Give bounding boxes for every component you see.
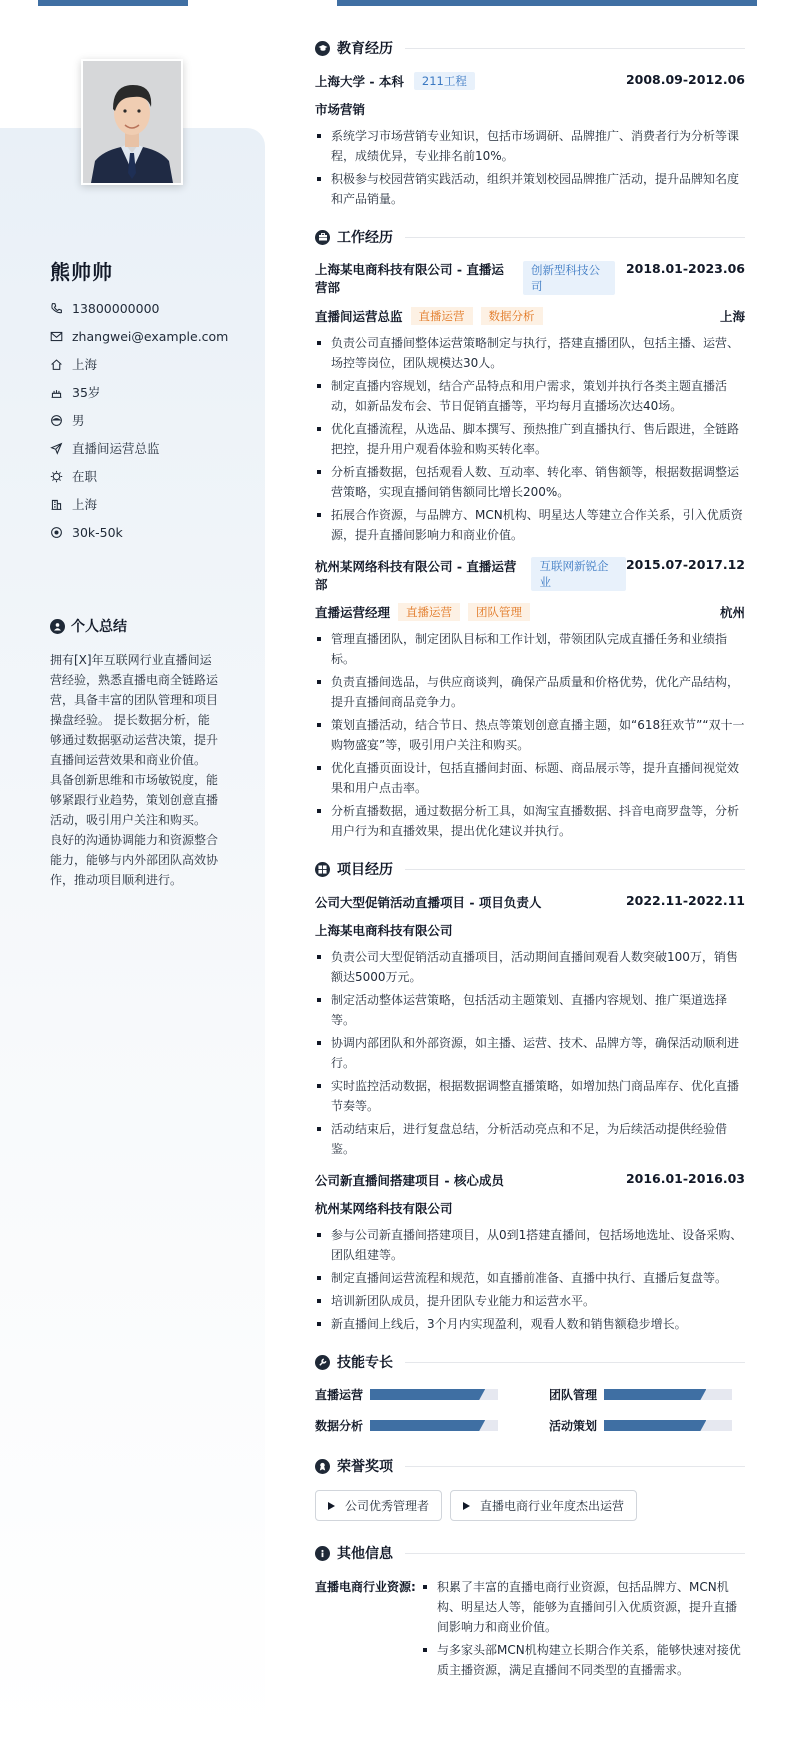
info-target-position: 直播间运营总监 [50,434,250,462]
list-item: 优化直播流程，从选品、脚本撰写、预热推广到直播执行、售后跟进，全链路把控，提升用户观看体验和购买转化率。 [315,419,745,459]
building-icon [50,498,63,511]
company-name: 杭州某网络科技有限公司 - 直播运营部 [315,559,517,592]
avatar [81,59,183,185]
avatar-photo [83,61,181,183]
project-date: 2022.11-2022.11 [625,893,745,908]
skill-bar-fill [604,1420,706,1431]
send-icon [50,442,63,455]
job-location: 杭州 [719,605,745,620]
gender-icon [50,414,63,427]
company-tag: 创新型科技公司 [523,261,615,295]
list-item: 活动结束后，进行复盘总结，分析活动亮点和不足，为后续活动提供经验借鉴。 [315,1119,745,1159]
job-date: 2015.07-2017.12 [625,557,745,572]
role-tag: 直播运营 [398,603,460,621]
list-item: 与多家头部MCN机构建立长期合作关系，能够快速对接优质主播资源，满足直播间不同类型的直播需求。 [421,1640,743,1680]
job-entry [315,557,745,841]
major: 市场营销 [315,102,366,117]
education-date: 2008.09-2012.06 [625,72,745,87]
info-target-city: 上海 [50,490,250,518]
mail-icon [50,330,63,343]
list-item: 协调内部团队和外部资源，如主播、运营、技术、品牌方等，确保活动顺利进行。 [315,1033,745,1073]
job-bullets [315,629,745,841]
contact-info-list [50,294,250,546]
skill-item: 直播运营 [315,1386,511,1403]
info-gender: 男 [50,406,250,434]
skill-bar-fill [370,1420,485,1431]
skill-item: 团队管理 [549,1386,745,1403]
project-name: 公司新直播间搭建项目 - 核心成员 [315,1173,504,1188]
skills-section-title: 技能专长 [315,1352,745,1372]
project-entry [315,893,745,1159]
list-item: 新直播间上线后，3个月内实现盈利，观看人数和销售额稳步增长。 [315,1314,745,1334]
profile-name: 熊帅帅 [50,260,113,284]
job-entry [315,261,745,545]
info-email: zhangwei@example.com [50,322,250,350]
briefcase-icon [315,230,330,245]
job-role-row [315,307,745,325]
school-tag: 211工程 [414,72,475,90]
info-salary: 30k-50k [50,518,250,546]
home-icon [50,358,63,371]
list-item: 管理直播团队，制定团队目标和工作计划，带领团队完成直播任务和业绩指标。 [315,629,745,669]
other-section-title: 其他信息 [315,1543,745,1563]
list-item: 参与公司新直播间搭建项目，从0到1搭建直播间，包括场地选址、设备采购、团队组建等。 [315,1225,745,1265]
project-entry [315,1171,745,1334]
list-item: 积累了丰富的直播电商行业资源，包括品牌方、MCN机构、明星达人等，能够为直播间引入优质资源，提升直播间影响力和商业价值。 [421,1577,743,1637]
honor-item: 直播电商行业年度杰出运营 [450,1490,637,1521]
work-section-title: 工作经历 [315,227,745,247]
summary-section-title: 个人总结 [50,616,127,636]
list-item: 制定直播内容规划，结合产品特点和用户需求，策划并执行各类主题直播活动，如新品发布会、节日促销直播等，平均每月直播场次达40场。 [315,376,745,416]
project-header [315,893,745,911]
job-header [315,261,745,297]
list-item: 制定活动整体运营策略，包括活动主题策划、直播内容规划、推广渠道选择等。 [315,990,745,1030]
education-entry-header [315,72,745,90]
job-date: 2018.01-2023.06 [625,261,745,276]
list-item: 拓展合作资源，与品牌方、MCN机构、明星达人等建立合作关系，引入优质资源，提升直播间影响力和商业价值。 [315,505,745,545]
role-tag: 团队管理 [468,603,530,621]
other-info-bullets [421,1577,743,1683]
status-icon [50,470,63,483]
other-info-row [315,1577,745,1683]
list-item: 负责公司大型促销活动直播项目，活动期间直播间观看人数突破100万，销售额达5000万元。 [315,947,745,987]
list-item: 积极参与校园营销实践活动，组织并策划校园品牌推广活动，提升品牌知名度和产品销量。 [315,169,745,209]
list-item: 实时监控活动数据，根据数据调整直播策略，如增加热门商品库存、优化直播节奏等。 [315,1076,745,1116]
project-date: 2016.01-2016.03 [625,1171,745,1186]
other-info-key: 直播电商行业资源: [315,1580,416,1594]
list-item: 培训新团队成员，提升团队专业能力和运营水平。 [315,1291,745,1311]
project-company: 杭州某网络科技有限公司 [315,1201,453,1216]
job-role-row [315,603,745,621]
skill-bar [370,1420,498,1431]
list-item: 分析直播数据，通过数据分析工具，如淘宝直播数据、抖音电商罗盘等，分析用户行为和直播效果，提出优化建议并执行。 [315,801,745,841]
project-bullets [315,1225,745,1334]
list-item: 策划直播活动，结合节日、热点等策划创意直播主题，如“618狂欢节”“双十一购物盛宴”等，吸引用户关注和购买。 [315,715,745,755]
summary-text: 拥有[X]年互联网行业直播间运营经验，熟悉直播电商全链路运营，具备丰富的团队管理和项目操盘经验。 提长数据分析，能够通过数据驱动运营决策，提升直播间运营效果和商业价值。 具备创新思维和市场敏锐度，能够紧跟行业趋势，策划创意直播活动，吸引用户关注和购买。 良好的沟通协调能力和资源整合能力，能够与内外部团队高效协作，推动项目顺利进行。 [50,653,219,887]
company-tag: 互联网新锐企业 [531,557,625,591]
info-age: 35岁 [50,378,250,406]
honors-section-title: 荣誉奖项 [315,1456,745,1476]
project-company: 上海某电商科技有限公司 [315,923,453,938]
project-header [315,1171,745,1189]
top-accent-bar-right [337,0,757,6]
role-tag: 直播运营 [411,307,473,325]
coin-icon [50,526,63,539]
list-item: 负责直播间选品，与供应商谈判，确保产品质量和价格优势，优化产品结构，提升直播间商品竞争力。 [315,672,745,712]
company-name: 上海某电商科技有限公司 - 直播运营部 [315,262,504,295]
info-phone: 13800000000 [50,294,250,322]
wrench-icon [315,1355,330,1370]
play-icon [463,1502,470,1510]
skills-grid [315,1386,745,1434]
phone-icon [50,302,63,315]
cake-icon [50,386,63,399]
honors-list [315,1490,745,1521]
info-city: 上海 [50,350,250,378]
job-location: 上海 [719,309,745,324]
skill-item: 活动策划 [549,1417,745,1434]
skill-bar [604,1389,732,1400]
play-icon [328,1502,335,1510]
award-icon [315,1459,330,1474]
job-role: 直播运营经理 [315,605,391,620]
list-item: 制定直播间运营流程和规范，如直播前准备、直播中执行、直播后复盘等。 [315,1268,745,1288]
skill-bar [604,1420,732,1431]
top-accent-bar-left [38,0,188,6]
honor-item: 公司优秀管理者 [315,1490,442,1521]
skill-bar [370,1389,498,1400]
job-bullets [315,333,745,545]
grid-icon [315,862,330,877]
school-name: 上海大学 - 本科 [315,74,404,89]
projects-section-title: 项目经历 [315,859,745,879]
user-icon [50,619,65,634]
job-header [315,557,745,593]
skill-item: 数据分析 [315,1417,511,1434]
job-role: 直播间运营总监 [315,309,403,324]
list-item: 负责公司直播间整体运营策略制定与执行，搭建直播团队，包括主播、运营、场控等岗位，团队规模达30人。 [315,333,745,373]
list-item: 系统学习市场营销专业知识，包括市场调研、品牌推广、消费者行为分析等课程，成绩优异，专业排名前10%。 [315,126,745,166]
project-name: 公司大型促销活动直播项目 - 项目负责人 [315,895,542,910]
education-section-title: 教育经历 [315,38,745,58]
info-status: 在职 [50,462,250,490]
list-item: 分析直播数据，包括观看人数、互动率、转化率、销售额等，根据数据调整运营策略，实现直播间销售额同比增长200%。 [315,462,745,502]
skill-bar-fill [370,1389,485,1400]
graduation-cap-icon [315,41,330,56]
project-bullets [315,947,745,1159]
skill-bar-fill [604,1389,706,1400]
education-bullets [315,126,745,209]
role-tag: 数据分析 [481,307,543,325]
main-content [315,38,745,1683]
info-icon [315,1546,330,1561]
list-item: 优化直播页面设计，包括直播间封面、标题、商品展示等，提升直播间视觉效果和用户点击率。 [315,758,745,798]
